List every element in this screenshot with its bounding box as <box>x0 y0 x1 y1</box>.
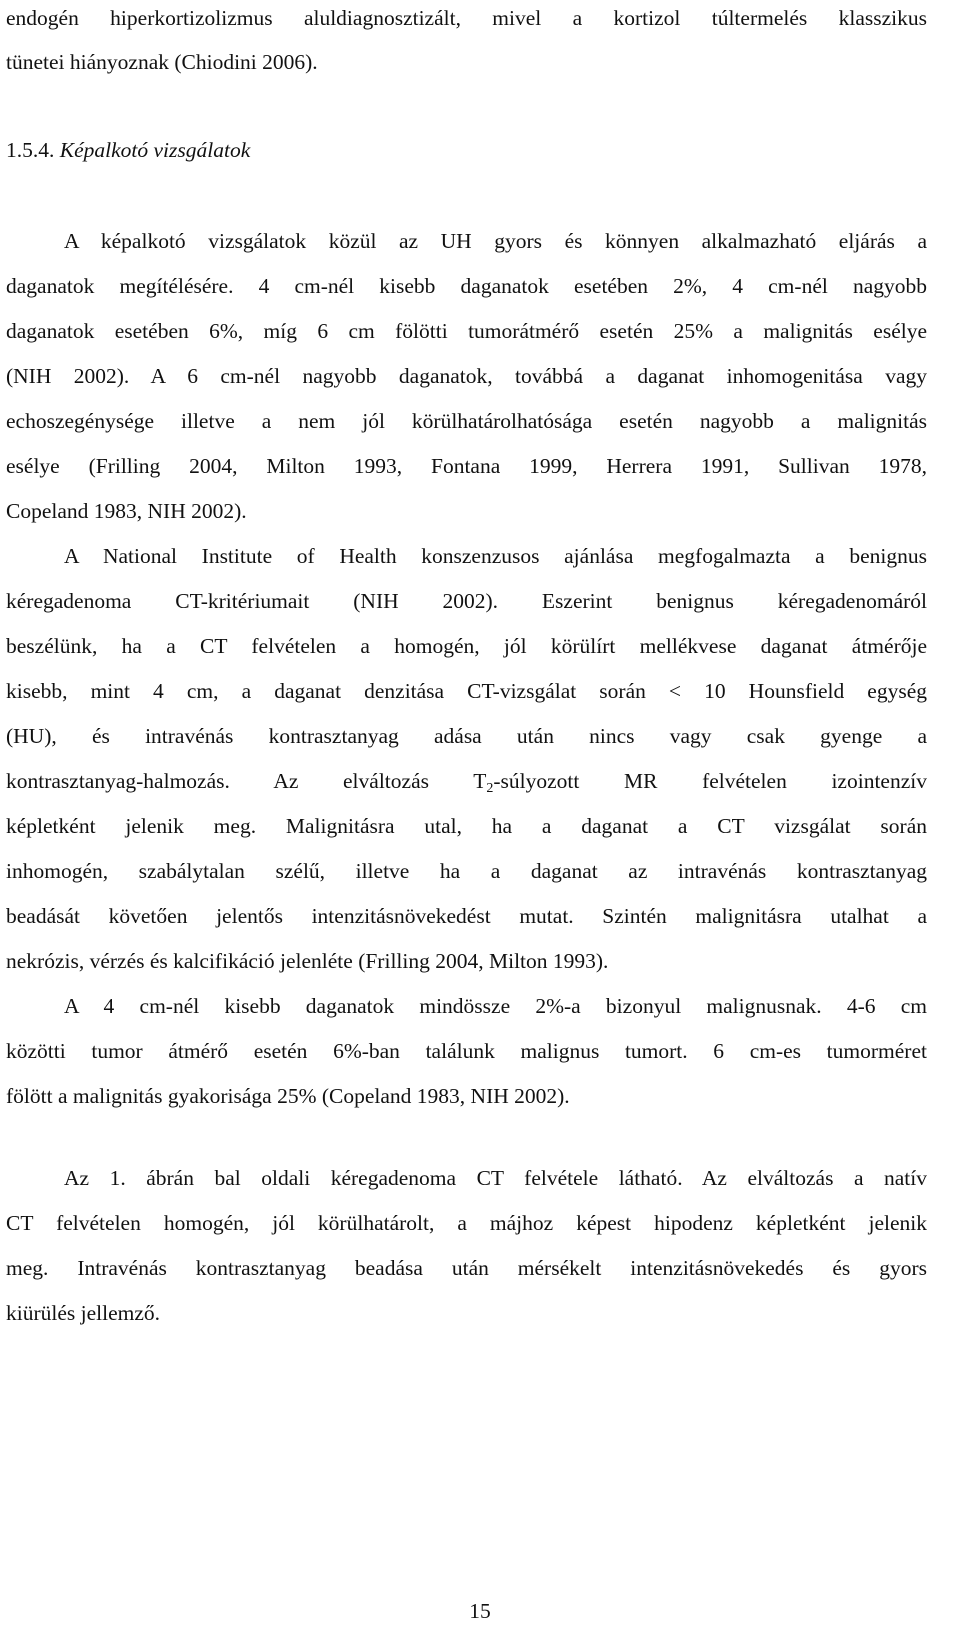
p2-line-2: kéregadenoma CT-kritériumait (NIH 2002). Eszerint benignus kéregadenomáról <box>6 589 927 613</box>
p2-line-1: A National Institute of Health konszenzusos ajánlása megfogalmazta a benignus <box>64 544 927 568</box>
intro-line-1: endogén hiperkortizolizmus aluldiagnosztizált, mivel a kortizol túltermelés klasszikus <box>6 6 927 30</box>
p2-line-4: kisebb, mint 4 cm, a daganat denzitása CT-vizsgálat során < 10 Hounsfield egység <box>6 679 927 703</box>
p1-line-5: echoszegénysége illetve a nem jól körülhatárolhatósága esetén nagyobb a malignitás <box>6 409 927 433</box>
p2-line-3: beszélünk, ha a CT felvételen a homogén, jól körülírt mellékvese daganat átmérője <box>6 634 927 658</box>
p2-line-10: nekrózis, vérzés és kalcifikáció jelenléte (Frilling 2004, Milton 1993). <box>6 949 609 973</box>
p1-line-2: daganatok megítélésére. 4 cm-nél kisebb daganatok esetében 2%, 4 cm-nél nagyobb <box>6 274 927 298</box>
p3-line-2: közötti tumor átmérő esetén 6%-ban találunk malignus tumort. 6 cm-es tumorméret <box>6 1039 927 1063</box>
p4-line-4: kiürülés jellemző. <box>6 1301 161 1325</box>
p1-line-6: esélye (Frilling 2004, Milton 1993, Fontana 1999, Herrera 1991, Sullivan 1978, <box>6 454 927 478</box>
intro-line-2: tünetei hiányoznak (Chiodini 2006). <box>6 50 318 74</box>
p1-line-4: (NIH 2002). A 6 cm-nél nagyobb daganatok, továbbá a daganat inhomogenitása vagy <box>6 364 927 388</box>
p2-line-6 <box>6 766 927 796</box>
p4-line-2: CT felvételen homogén, jól körülhatárolt, a májhoz képest hipodenz képletként jelenik <box>6 1211 927 1235</box>
p4-line-3: meg. Intravénás kontrasztanyag beadása után mérsékelt intenzitásnövekedés és gyors <box>6 1256 927 1280</box>
page-number: 15 <box>469 1599 491 1623</box>
section-title: Képalkotó vizsgálatok <box>59 138 251 162</box>
p2-line-8: inhomogén, szabálytalan szélű, illetve ha a daganat az intravénás kontrasztanyag <box>6 859 927 883</box>
p2-line-9: beadását követően jelentős intenzitásnövekedést mutat. Szintén malignitásra utalhat a <box>6 904 927 928</box>
p1-line-3: daganatok esetében 6%, míg 6 cm fölötti tumorátmérő esetén 25% a malignitás esélye <box>6 319 927 343</box>
p2-line-5: (HU), és intravénás kontrasztanyag adása után nincs vagy csak gyenge a <box>6 724 927 748</box>
p1-line-1: A képalkotó vizsgálatok közül az UH gyors és könnyen alkalmazható eljárás a <box>64 229 927 253</box>
p2-line-6-subscript: 2 <box>486 781 494 796</box>
p4-line-1: Az 1. ábrán bal oldali kéregadenoma CT felvétele látható. Az elváltozás a natív <box>64 1166 927 1190</box>
p3-line-3: fölött a malignitás gyakorisága 25% (Copeland 1983, NIH 2002). <box>6 1084 570 1108</box>
p2-line-7: képletként jelenik meg. Malignitásra utal, ha a daganat a CT vizsgálat során <box>6 814 927 838</box>
section-heading <box>6 135 927 165</box>
p3-line-1: A 4 cm-nél kisebb daganatok mindössze 2%-a bizonyul malignusnak. 4-6 cm <box>64 994 927 1018</box>
p1-line-7: Copeland 1983, NIH 2002). <box>6 499 247 523</box>
p2-line-6-after: -súlyozott MR felvételen izointenzív <box>493 769 927 793</box>
p2-line-6-before: kontrasztanyag-halmozás. Az elváltozás T <box>6 769 487 793</box>
section-number: 1.5.4. <box>6 138 55 162</box>
